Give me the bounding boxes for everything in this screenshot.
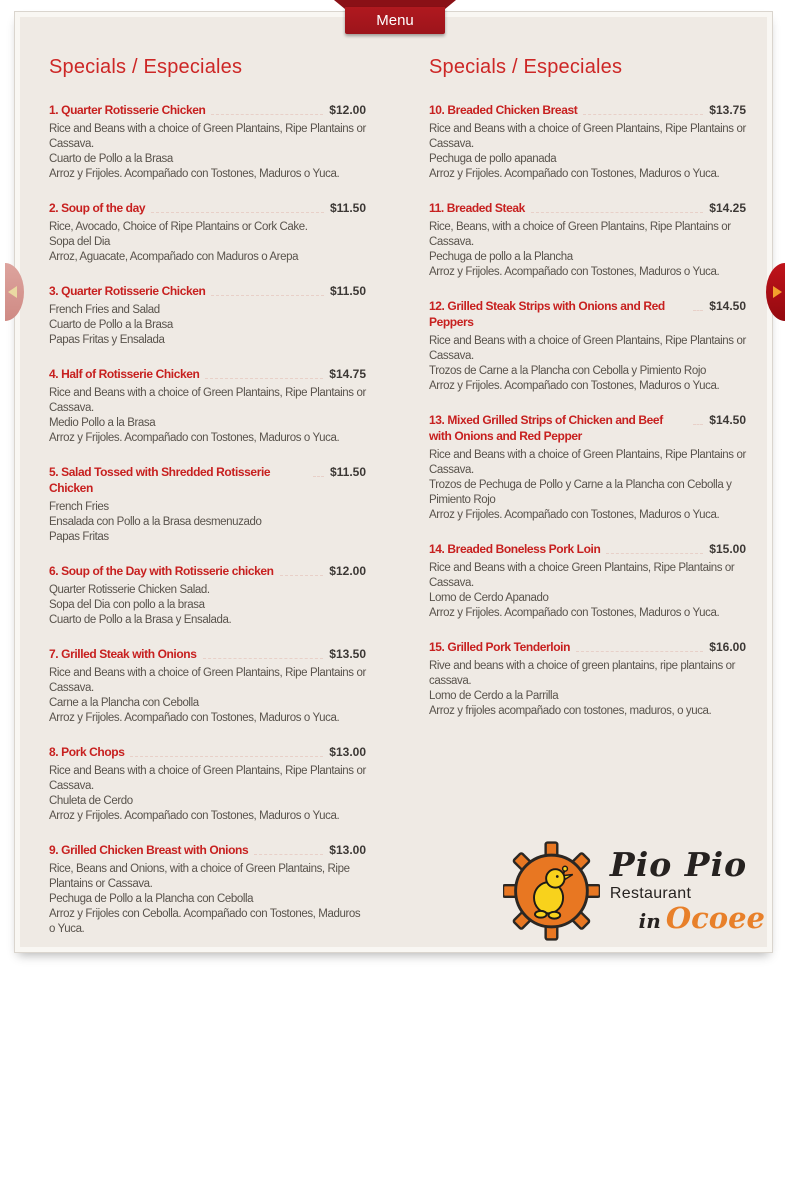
menu-item-description-line: Arroz y Frijoles. Acompañado con Tostones, Maduros o Yuca. <box>429 266 720 278</box>
menu-item-row <box>49 102 366 118</box>
menu-item <box>49 563 366 628</box>
menu-item <box>429 639 746 719</box>
menu-item-price: $13.00 <box>329 843 366 857</box>
menu-item-description-line: Rice and Beans with a choice of Green Plantains, Ripe Plantains or Cassava. <box>49 123 366 150</box>
menu-item <box>49 842 366 937</box>
menu-item-title: 13. Mixed Grilled Strips of Chicken and Beef with Onions and Red Pepper <box>429 413 663 443</box>
menu-item-description-line: Arroz y Frijoles. Acompañado con Tostones, Maduros o Yuca. <box>429 607 720 619</box>
left-arrow-icon <box>8 286 17 298</box>
menu-item-description-line: Arroz y Frijoles. Acompañado con Tostones, Maduros o Yuca. <box>49 810 340 822</box>
menu-item-description-line: Arroz y Frijoles. Acompañado con Tostones, Maduros o Yuca. <box>429 509 720 521</box>
menu-item-row <box>49 366 366 382</box>
menu-item-description <box>49 386 366 446</box>
menu-item-description <box>49 220 366 265</box>
logo-location <box>610 901 765 935</box>
menu-item-description-line: Sopa del Dia <box>49 236 111 248</box>
dotted-leader <box>203 646 324 659</box>
menu-item-price: $14.25 <box>709 201 746 215</box>
dotted-leader <box>606 541 703 554</box>
dotted-leader <box>280 563 324 576</box>
dotted-leader <box>211 102 323 115</box>
menu-item-row <box>49 283 366 299</box>
menu-item-description-line: Arroz y Frijoles. Acompañado con Tostones, Maduros o Yuca. <box>429 168 720 180</box>
menu-item-description <box>49 862 366 937</box>
menu-item-description-line: Lomo de Cerdo a la Parrilla <box>429 690 559 702</box>
menu-item-price: $11.50 <box>329 284 366 298</box>
menu-item-row <box>49 744 366 760</box>
menu-item-description-line: Pechuga de pollo a la Plancha <box>429 251 573 263</box>
menu-column <box>49 56 366 955</box>
menu-card <box>14 11 773 953</box>
menu-item-description-line: Rice and Beans with a choice of Green Plantains, Ripe Plantains or Cassava. <box>49 765 366 792</box>
dotted-leader <box>576 639 703 652</box>
menu-tab-label: Menu <box>345 7 445 34</box>
next-page-button[interactable] <box>764 262 790 324</box>
menu-item-description <box>429 334 746 394</box>
menu-item-title: 15. Grilled Pork Tenderloin <box>429 640 571 654</box>
menu-item-row <box>429 102 746 118</box>
menu-item-description-line: Rice and Beans with a choice of Green Plantains, Ripe Plantains or Cassava. <box>429 335 746 362</box>
menu-item-title: 1. Quarter Rotisserie Chicken <box>49 103 206 117</box>
menu-item-description <box>49 764 366 824</box>
menu-item <box>49 464 366 545</box>
right-arrow-icon <box>773 286 782 298</box>
menu-item-row <box>429 200 746 216</box>
menu-item-title: 10. Breaded Chicken Breast <box>429 103 578 117</box>
menu-item-description-line: Arroz y Frijoles con Cebolla. Acompañado con Tostones, Maduros o Yuca. <box>49 908 361 935</box>
menu-item-description-line: French Fries <box>49 501 109 513</box>
logo-location-prefix: in <box>638 908 661 933</box>
menu-item-description-line: Arroz y Frijoles. Acompañado con Tostones, Maduros o Yuca. <box>49 168 340 180</box>
menu-item-description-line: Arroz y frijoles acompañado con tostones, maduros, o yuca. <box>429 705 712 717</box>
logo-subtitle: Restaurant <box>609 884 692 902</box>
menu-item <box>49 744 366 824</box>
menu-item-price: $11.50 <box>329 465 366 479</box>
restaurant-logo <box>503 832 765 950</box>
menu-item-description <box>429 659 746 719</box>
menu-item-price: $12.00 <box>329 103 366 117</box>
dotted-leader <box>254 842 323 855</box>
menu-column <box>429 56 746 955</box>
menu-item-price: $14.50 <box>709 299 746 313</box>
menu-item-price: $12.00 <box>329 564 366 578</box>
dotted-leader <box>693 298 703 311</box>
menu-item-description <box>429 220 746 280</box>
menu-item-description <box>49 666 366 726</box>
menu-item-description-line: French Fries and Salad <box>49 304 160 316</box>
menu-item-description <box>429 122 746 182</box>
menu-item-row <box>49 563 366 579</box>
menu-item-description-line: Arroz y Frijoles. Acompañado con Tostones, Maduros o Yuca. <box>49 432 340 444</box>
menu-item-title: 11. Breaded Steak <box>429 201 525 215</box>
menu-item-description-line: Cuarto de Pollo a la Brasa <box>49 153 173 165</box>
menu-item-description-line: Arroz y Frijoles. Acompañado con Tostones, Maduros o Yuca. <box>429 380 720 392</box>
menu-item-price: $13.00 <box>329 745 366 759</box>
menu-item <box>49 200 366 265</box>
menu-item-price: $15.00 <box>709 542 746 556</box>
menu-item <box>429 102 746 182</box>
column-header: Specials / Especiales <box>49 56 243 78</box>
menu-item <box>429 298 746 394</box>
menu-item <box>429 541 746 621</box>
menu-item-description-line: Quarter Rotisserie Chicken Salad. <box>49 584 210 596</box>
menu-item-description-line: Medio Pollo a la Brasa <box>49 417 156 429</box>
menu-item-description-line: Pechuga de pollo apanada <box>429 153 557 165</box>
logo-gear-icon <box>503 839 600 943</box>
menu-item-row <box>49 464 366 496</box>
menu-item-title: 8. Pork Chops <box>49 745 125 759</box>
menu-item-price: $16.00 <box>709 640 746 654</box>
menu-item-title: 12. Grilled Steak Strips with Onions and Red Peppers <box>429 299 665 329</box>
menu-item-price: $13.50 <box>329 647 366 661</box>
dotted-leader <box>583 102 703 115</box>
menu-item <box>429 412 746 523</box>
menu-item-title: 5. Salad Tossed with Shredded Rotisserie Chicken <box>49 465 271 495</box>
menu-item-description-line: Arroz, Aguacate, Acompañado con Maduros o Arepa <box>49 251 299 263</box>
menu-item <box>429 200 746 280</box>
menu-item-price: $13.75 <box>709 103 746 117</box>
menu-item-description <box>429 561 746 621</box>
menu-item-row <box>429 298 746 330</box>
menu-item-description <box>49 500 366 545</box>
menu-item-description-line: Arroz y Frijoles. Acompañado con Tostones, Maduros o Yuca. <box>49 712 340 724</box>
menu-item-description-line: Papas Fritas y Ensalada <box>49 334 165 346</box>
menu-tab-button[interactable] <box>334 0 456 35</box>
menu-item-description-line: Pechuga de Pollo a la Plancha con Cebolla <box>49 893 254 905</box>
menu-item-description-line: Sopa del Dia con pollo a la brasa <box>49 599 205 611</box>
menu-item-description <box>49 303 366 348</box>
menu-item-row <box>429 412 746 444</box>
menu-item-title: 14. Breaded Boneless Pork Loin <box>429 542 601 556</box>
menu-item-description <box>49 583 366 628</box>
dotted-leader <box>205 366 323 379</box>
logo-location-city: Ocoee <box>665 900 765 935</box>
menu-item-title: 7. Grilled Steak with Onions <box>49 647 197 661</box>
menu-item-description-line: Carne a la Plancha con Cebolla <box>49 697 199 709</box>
dotted-leader <box>151 200 324 213</box>
menu-item-price: $14.75 <box>329 367 366 381</box>
previous-page-button[interactable] <box>0 262 26 324</box>
menu-item-description-line: Rice and Beans with a choice of Green Plantains, Ripe Plantains or Cassava. <box>429 123 746 150</box>
menu-item-description-line: Cuarto de Pollo a la Brasa y Ensalada. <box>49 614 232 626</box>
menu-item-row <box>49 646 366 662</box>
menu-item-description-line: Cuarto de Pollo a la Brasa <box>49 319 173 331</box>
menu-item-row <box>49 200 366 216</box>
menu-item-title: 2. Soup of the day <box>49 201 146 215</box>
menu-item-title: 6. Soup of the Day with Rotisserie chicken <box>49 564 274 578</box>
menu-columns <box>15 12 772 955</box>
menu-item <box>49 366 366 446</box>
menu-item-description-line: Rice and Beans with a choice of Green Plantains, Ripe Plantains or Cassava. <box>49 667 366 694</box>
menu-item-description-line: Rice, Beans and Onions, with a choice of Green Plantains, Ripe Plantains or Cassava. <box>49 863 350 890</box>
menu-item-description-line: Ensalada con Pollo a la Brasa desmenuzado <box>49 516 262 528</box>
menu-item-description <box>49 122 366 182</box>
menu-item <box>49 283 366 348</box>
dotted-leader <box>531 200 703 213</box>
dotted-leader <box>211 283 323 296</box>
menu-item-row <box>429 639 746 655</box>
menu-item-description-line: Rice and Beans with a choice of Green Plantains, Ripe Plantains or Cassava. <box>49 387 366 414</box>
menu-item-description-line: Rice and Beans with a choice of Green Plantains, Ripe Plantains or Cassava. <box>429 449 746 476</box>
column-header: Specials / Especiales <box>429 56 623 78</box>
menu-item-title: 9. Grilled Chicken Breast with Onions <box>49 843 249 857</box>
menu-item <box>49 646 366 726</box>
menu-item-title: 3. Quarter Rotisserie Chicken <box>49 284 206 298</box>
menu-item-description-line: Papas Fritas <box>49 531 109 543</box>
menu-item-description-line: Trozos de Carne a la Plancha con Cebolla y Pimiento Rojo <box>429 365 706 377</box>
menu-item-description-line: Rive and beans with a choice of green plantains, ripe plantains or cassava. <box>429 660 736 687</box>
menu-item-title: 4. Half of Rotisserie Chicken <box>49 367 200 381</box>
menu-item-description-line: Chuleta de Cerdo <box>49 795 133 807</box>
dotted-leader <box>130 744 323 757</box>
menu-item-row <box>429 541 746 557</box>
menu-item-description <box>429 448 746 523</box>
menu-item-price: $11.50 <box>329 201 366 215</box>
menu-item-description-line: Lomo de Cerdo Apanado <box>429 592 549 604</box>
menu-item-row <box>49 842 366 858</box>
menu-item-description-line: Rice and Beans with a choice Green Plantains, Ripe Plantains or Cassava. <box>429 562 735 589</box>
menu-item-price: $14.50 <box>709 413 746 427</box>
dotted-leader <box>693 412 703 425</box>
dotted-leader <box>313 464 324 477</box>
menu-item-description-line: Trozos de Pechuga de Pollo y Carne a la Plancha con Cebolla y Pimiento Rojo <box>429 479 732 506</box>
logo-name: Pio Pio <box>609 844 748 884</box>
menu-item-description-line: Rice, Avocado, Choice of Ripe Plantains or Cork Cake. <box>49 221 308 233</box>
menu-item <box>49 102 366 182</box>
menu-item-description-line: Rice, Beans, with a choice of Green Plantains, Ripe Plantains or Cassava. <box>429 221 731 248</box>
